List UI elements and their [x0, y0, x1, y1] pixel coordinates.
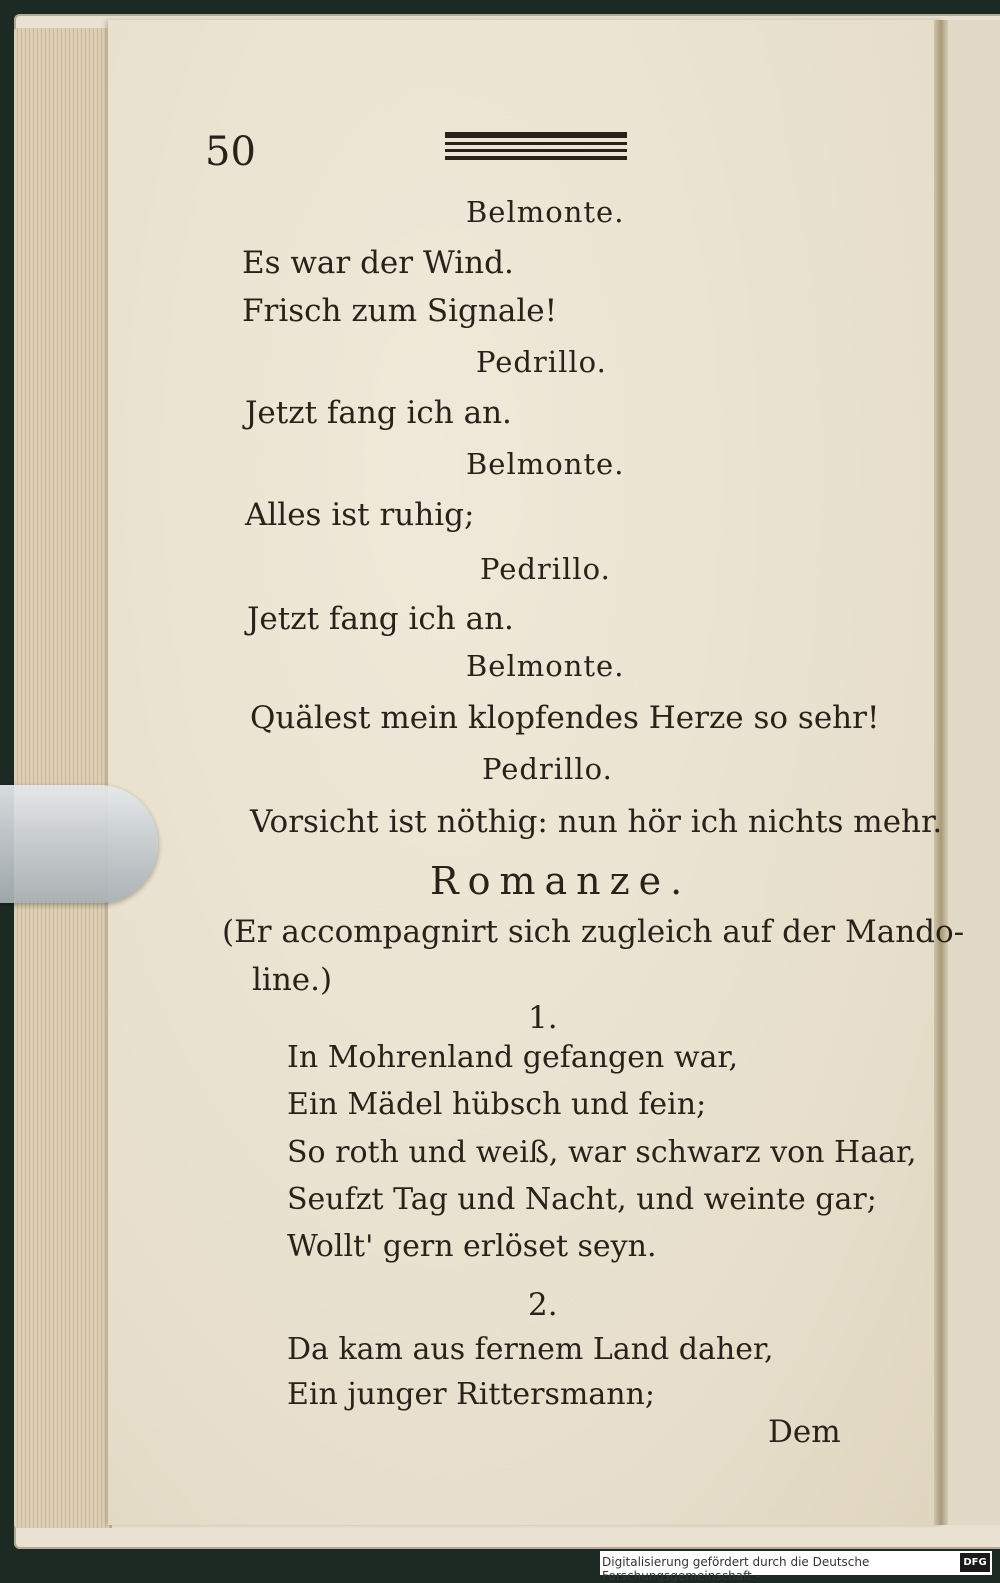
page-edges — [14, 28, 112, 1528]
verse-line: Da kam aus fernem Land daher, — [287, 1332, 774, 1367]
catchword: Dem — [768, 1414, 841, 1450]
text-line: Frisch zum Signale! — [242, 293, 558, 329]
dfg-logo: DFG — [960, 1553, 990, 1572]
speaker-label: Pedrillo. — [482, 752, 613, 786]
funding-credit: Digitalisierung gefördert durch die Deutsche Forschungsgemeinschaft - — [602, 1555, 870, 1583]
speaker-label: Belmonte. — [466, 649, 625, 683]
speaker-label: Belmonte. — [466, 195, 625, 229]
text-line: Quälest mein klopfendes Herze so sehr! — [250, 700, 880, 736]
stanza-number: 1. — [528, 1000, 558, 1036]
text-line: Es war der Wind. — [242, 245, 514, 281]
stage-direction: (Er accompagnirt sich zugleich auf der Mando- — [222, 914, 965, 950]
verse-line: Wollt' gern erlöset seyn. — [287, 1229, 657, 1264]
verse-line: Ein junger Rittersmann; — [287, 1377, 655, 1412]
speaker-label: Pedrillo. — [480, 552, 611, 586]
text-line: Jetzt fang ich an. — [247, 601, 514, 637]
facing-page — [948, 20, 1000, 1525]
speaker-label: Belmonte. — [466, 447, 625, 481]
text-line: Alles ist ruhig; — [245, 497, 475, 533]
page-clip — [0, 785, 158, 903]
verse-line: Seufzt Tag und Nacht, und weinte gar; — [287, 1182, 877, 1217]
speaker-label: Pedrillo. — [476, 345, 607, 379]
header-ornament — [445, 130, 627, 162]
stanza-number: 2. — [528, 1287, 558, 1323]
page-number: 50 — [205, 129, 256, 175]
verse-line: Ein Mädel hübsch und fein; — [287, 1087, 707, 1122]
verse-line: So roth und weiß, war schwarz von Haar, — [287, 1135, 917, 1170]
stage-direction: line.) — [252, 962, 333, 998]
text-line: Jetzt fang ich an. — [245, 395, 512, 431]
book-gutter — [934, 20, 948, 1525]
verse-line: In Mohrenland gefangen war, — [287, 1040, 738, 1075]
text-line: Vorsicht ist nöthig: nun hör ich nichts mehr. — [250, 804, 943, 840]
section-title: Romanze. — [430, 859, 692, 903]
